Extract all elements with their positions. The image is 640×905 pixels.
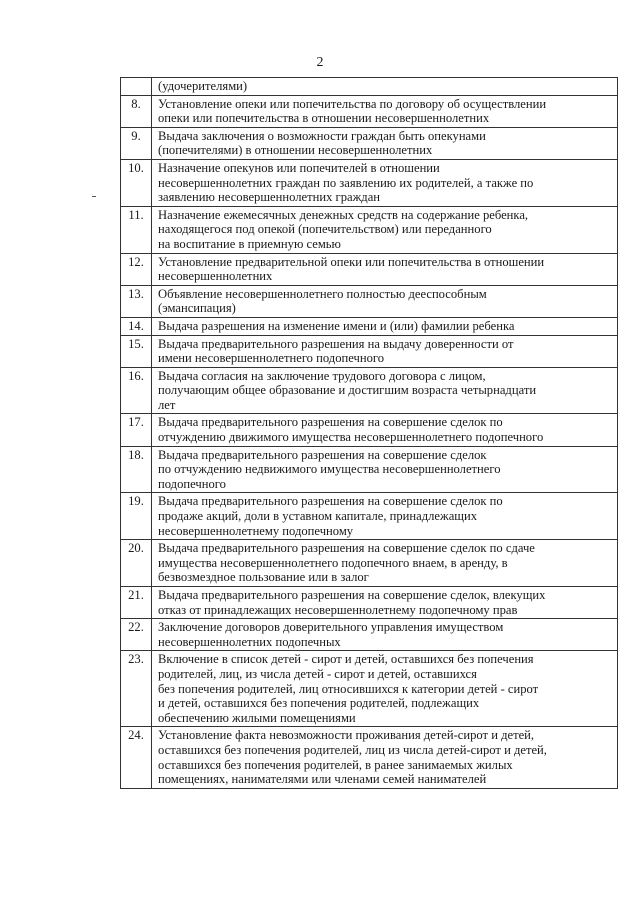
description-line: заявлению несовершеннолетних граждан (158, 190, 381, 205)
row-number: 18. (121, 446, 152, 493)
service-description (152, 78, 618, 96)
service-description (152, 414, 618, 446)
description-line: Назначение опекунов или попечителей в отношении (158, 160, 440, 175)
description-line: находящегося под опекой (попечительством) или переданного (158, 222, 492, 237)
description-line: без попечения родителей, лиц относившихся к категории детей - сирот (158, 681, 539, 696)
description-line: безвозмездное пользование или в залог (158, 570, 369, 585)
description-line: Выдача согласия на заключение трудового договора с лицом, (158, 368, 486, 383)
table-row (121, 253, 618, 285)
description-line: Установление опеки или попечительства по договору об осуществлении (158, 96, 547, 111)
row-number: 20. (121, 540, 152, 587)
service-description (152, 540, 618, 587)
table-row (121, 206, 618, 253)
description-line: Выдача заключения о возможности граждан быть опекунами (158, 128, 486, 143)
table-row (121, 540, 618, 587)
description-line: отказ от принадлежащих несовершеннолетнему подопечному прав (158, 602, 518, 617)
description-line: подопечного (158, 476, 226, 491)
description-line: (удочерителями) (158, 79, 248, 93)
row-number: 10. (121, 159, 152, 206)
description-line: имени несовершеннолетнего подопечного (158, 351, 385, 366)
description-line: обеспечению жилыми помещениями (158, 710, 356, 725)
row-number: 9. (121, 127, 152, 159)
service-description (152, 446, 618, 493)
table-row (121, 367, 618, 414)
service-description (152, 335, 618, 367)
description-line: и детей, оставшихся без попечения родителей, подлежащих (158, 696, 480, 711)
service-description (152, 317, 618, 335)
description-line: имущества несовершеннолетнего подопечного внаем, в аренду, в (158, 555, 508, 570)
service-description (152, 367, 618, 414)
description-line: отчуждению движимого имущества несовершеннолетнего подопечного (158, 430, 544, 445)
description-line: лет (158, 397, 176, 412)
row-number (121, 78, 152, 96)
service-description (152, 651, 618, 727)
row-number: 8. (121, 95, 152, 127)
row-number: 21. (121, 587, 152, 619)
service-description (152, 95, 618, 127)
description-line: Назначение ежемесячных денежных средств на содержание ребенка, (158, 207, 529, 222)
row-number: 14. (121, 317, 152, 335)
table-row (121, 159, 618, 206)
description-line: Выдача предварительного разрешения на совершение сделок по (158, 415, 503, 430)
description-line: (попечителями) в отношении несовершеннолетних (158, 143, 433, 158)
service-description (152, 253, 618, 285)
scan-speck (92, 196, 96, 197)
table-row (121, 317, 618, 335)
page-number: 2 (316, 55, 324, 70)
description-line: Установление предварительной опеки или попечительства в отношении (158, 254, 545, 269)
services-table (120, 77, 618, 789)
description-line: Выдача разрешения на изменение имени и (или) фамилии ребенка (158, 318, 515, 333)
description-line: Выдача предварительного разрешения на выдачу доверенности от (158, 336, 514, 351)
row-number: 16. (121, 367, 152, 414)
description-line: (эмансипация) (158, 301, 236, 316)
description-line: оставшихся без попечения родителей, лиц из числа детей-сирот и детей, (158, 742, 547, 757)
row-number: 17. (121, 414, 152, 446)
table-row (121, 285, 618, 317)
description-line: Выдача предварительного разрешения на совершение сделок по (158, 494, 503, 509)
row-number: 13. (121, 285, 152, 317)
row-number: 22. (121, 619, 152, 651)
description-line: на воспитание в приемную семью (158, 236, 341, 251)
table-row (121, 78, 618, 96)
service-description (152, 159, 618, 206)
table-row (121, 127, 618, 159)
description-line: продаже акций, доли в уставном капитале, принадлежащих (158, 509, 478, 524)
description-line: несовершеннолетних (158, 269, 273, 284)
service-description (152, 727, 618, 788)
table-row (121, 651, 618, 727)
service-description (152, 127, 618, 159)
description-line: несовершеннолетних подопечных (158, 634, 341, 649)
row-number: 23. (121, 651, 152, 727)
row-number: 11. (121, 206, 152, 253)
row-number: 24. (121, 727, 152, 788)
description-line: оставшихся без попечения родителей, в ранее занимаемых жилых (158, 757, 513, 772)
service-description (152, 285, 618, 317)
table-row (121, 727, 618, 788)
description-line: помещениях, нанимателями или членами семей нанимателей (158, 772, 487, 787)
description-line: опеки или попечительства в отношении несовершеннолетних (158, 111, 490, 126)
service-description (152, 619, 618, 651)
description-line: Объявление несовершеннолетнего полностью дееспособным (158, 286, 487, 301)
service-description (152, 587, 618, 619)
row-number: 15. (121, 335, 152, 367)
description-line: Заключение договоров доверительного управления имуществом (158, 620, 504, 635)
description-line: Включение в список детей - сирот и детей, оставшихся без попечения (158, 652, 534, 667)
table-row (121, 619, 618, 651)
description-line: Выдача предварительного разрешения на совершение сделок по сдаче (158, 541, 535, 556)
description-line: Установление факта невозможности проживания детей-сирот и детей, (158, 728, 535, 743)
description-line: несовершеннолетнему подопечному (158, 523, 354, 538)
description-line: Выдача предварительного разрешения на совершение сделок, влекущих (158, 588, 546, 602)
description-line: родителей, лиц, из числа детей - сирот и детей, оставшихся (158, 666, 477, 681)
table-row (121, 95, 618, 127)
table-row (121, 414, 618, 446)
row-number: 19. (121, 493, 152, 540)
services-table-body (121, 78, 618, 789)
description-line: Выдача предварительного разрешения на совершение сделок (158, 447, 487, 462)
table-row (121, 493, 618, 540)
service-description (152, 206, 618, 253)
description-line: получающим общее образование и достигшим возраста четырнадцати (158, 383, 537, 398)
table-row (121, 335, 618, 367)
table-row (121, 587, 618, 619)
description-line: по отчуждению недвижимого имущества несовершеннолетнего (158, 462, 501, 477)
description-line: несовершеннолетних граждан по заявлению их родителей, а также по (158, 175, 534, 190)
table-row (121, 446, 618, 493)
row-number: 12. (121, 253, 152, 285)
service-description (152, 493, 618, 540)
